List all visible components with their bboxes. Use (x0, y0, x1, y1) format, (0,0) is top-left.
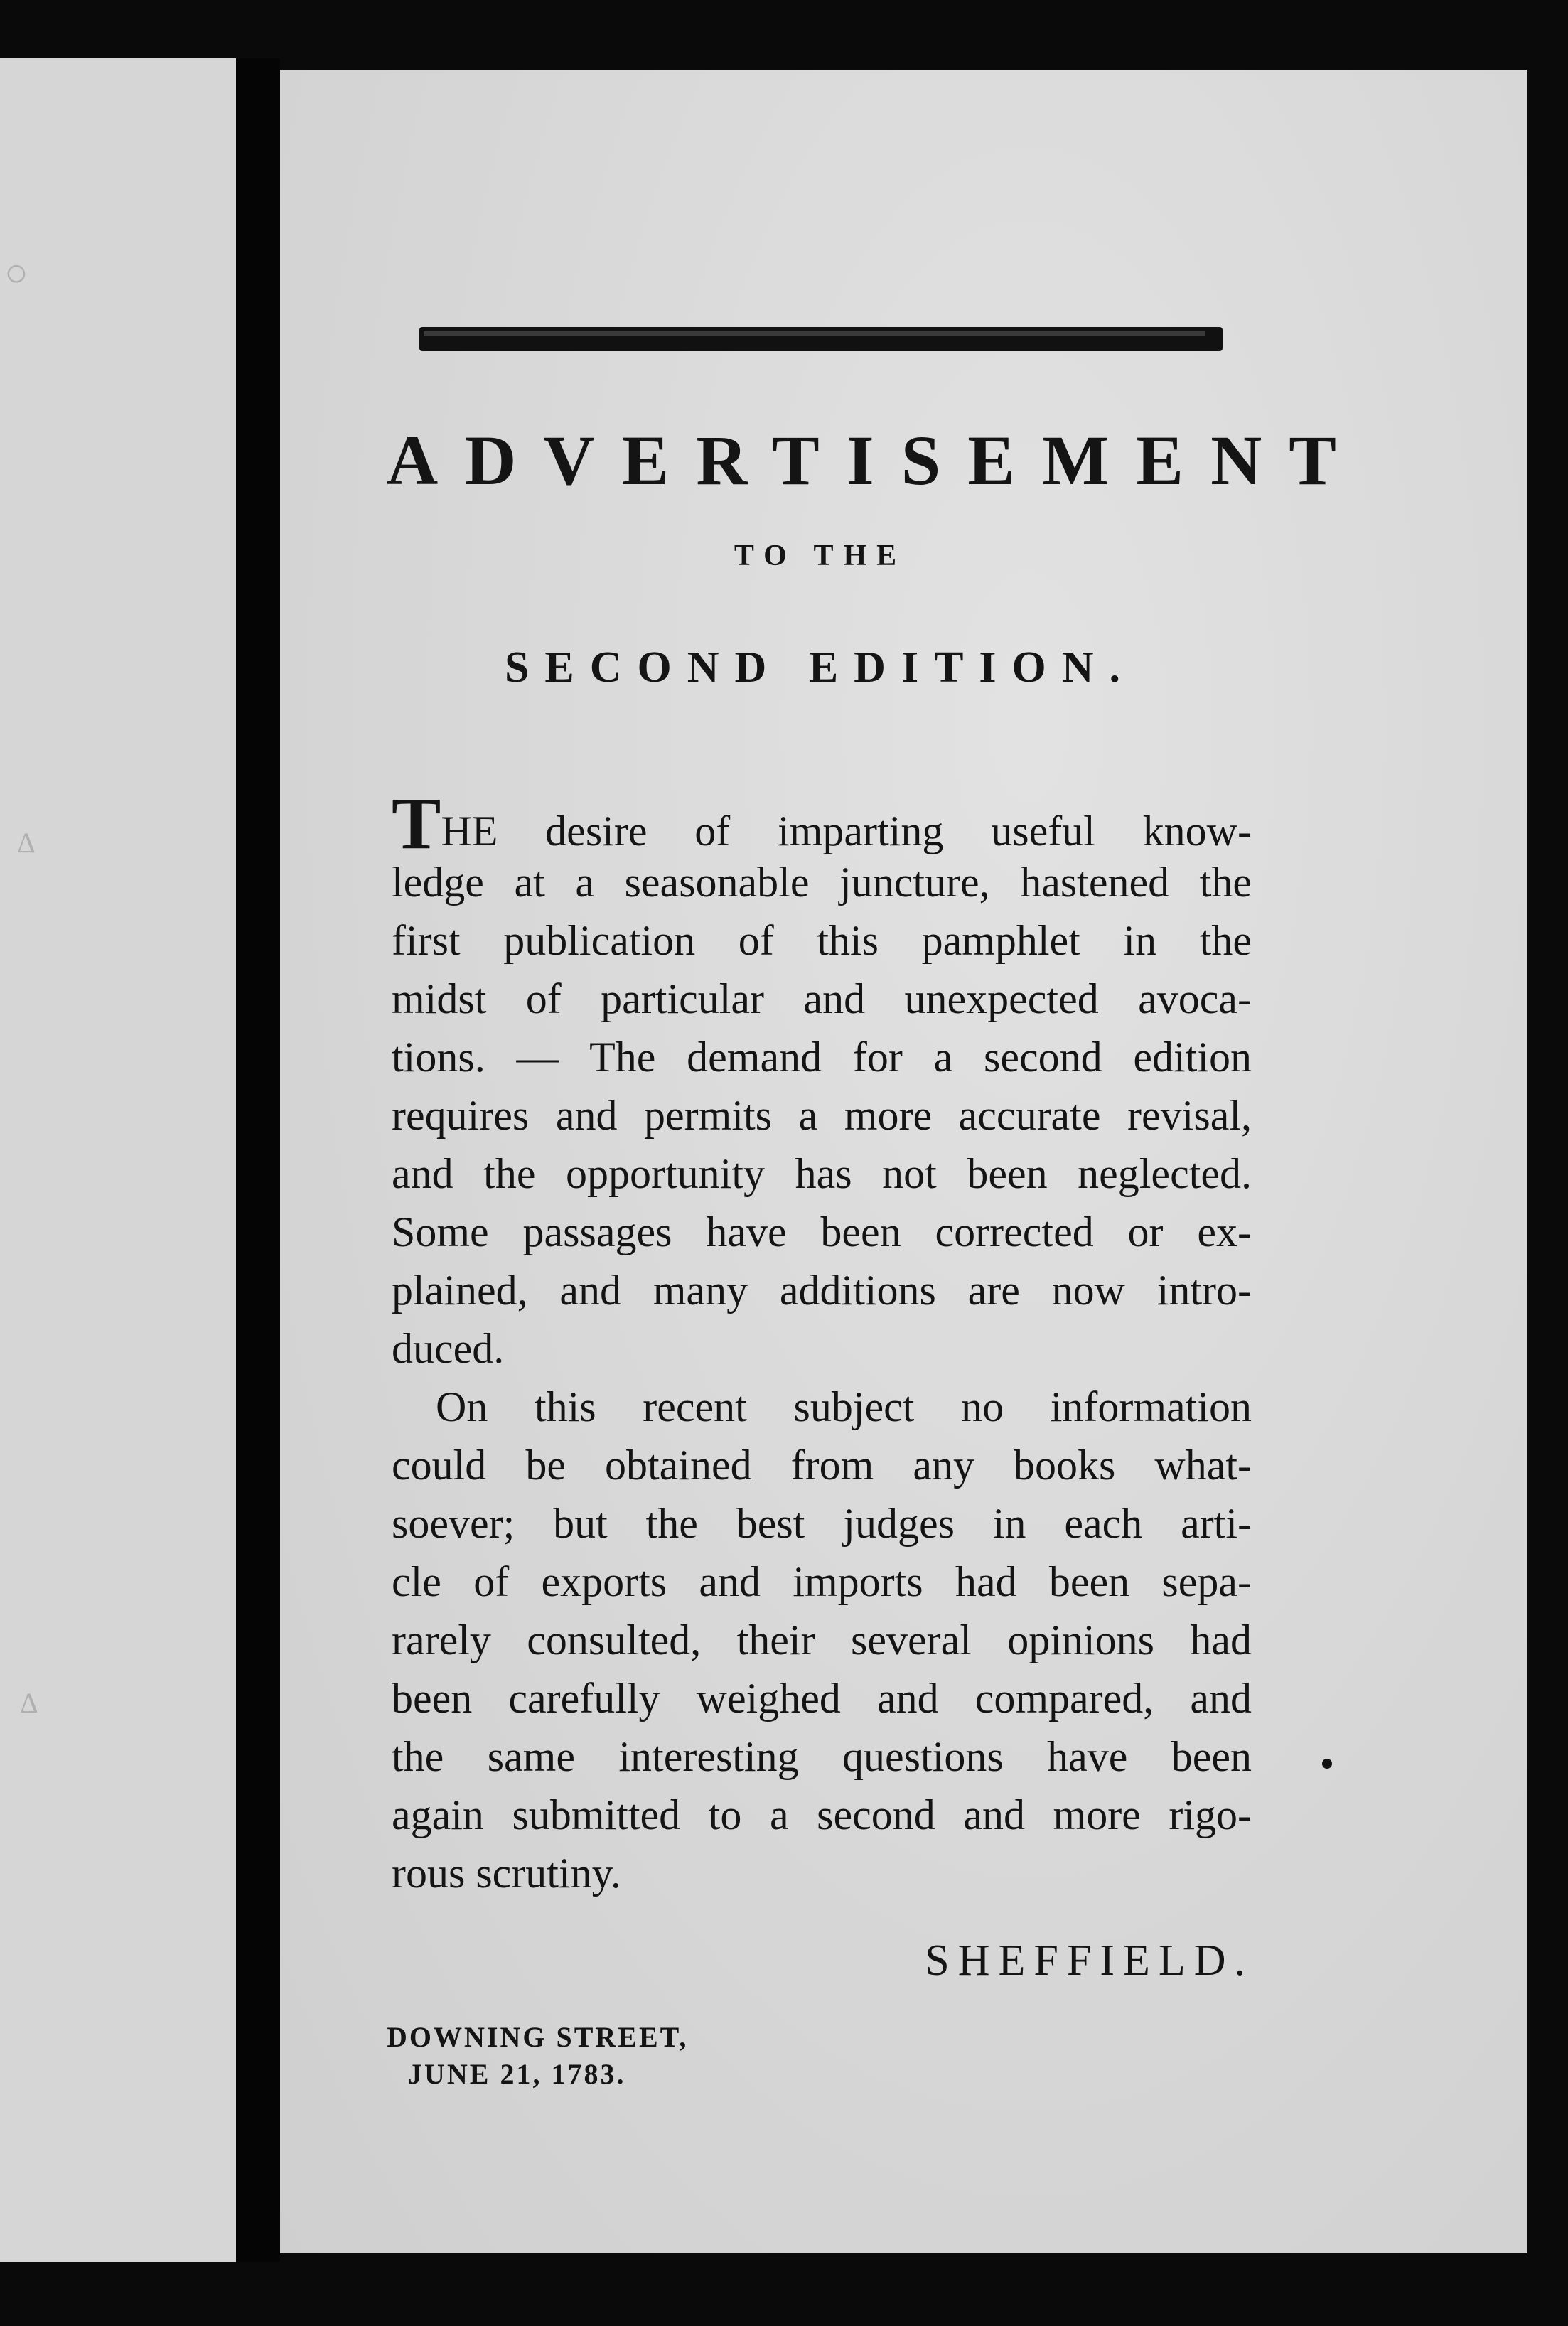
dateline-date: JUNE 21, 1783. (408, 2058, 626, 2090)
text-line: THE desire of imparting useful know- (392, 783, 1252, 864)
text-line: first publication of this pamphlet in the (392, 917, 1252, 964)
text-line: ledge at a seasonable juncture, hastened the (392, 859, 1252, 906)
paragraph-2 (392, 1378, 1252, 1902)
dateline-place: DOWNING STREET, (387, 2021, 689, 2053)
body-text (392, 783, 1252, 1902)
text-line: On this recent subject no information (436, 1383, 1252, 1430)
text-line: could be obtained from any books what- (392, 1442, 1252, 1489)
paragraph-1 (392, 783, 1252, 1378)
text-line: requires and permits a more accurate revisal, (392, 1092, 1252, 1139)
text-line: duced. (392, 1325, 505, 1372)
document-page (280, 70, 1527, 2253)
facing-page-edge (0, 58, 236, 2262)
text-line: the same interesting questions have been (392, 1733, 1252, 1780)
edition-heading: SECOND EDITION. (504, 643, 1137, 692)
text-line: tions. — The demand for a second edition (392, 1034, 1252, 1081)
bleed-through-mark: Δ (20, 1687, 38, 1719)
bleed-through-mark: Δ (17, 827, 36, 859)
drop-cap: T (392, 783, 441, 864)
text-line: been carefully weighed and compared, and (392, 1675, 1252, 1722)
ink-speck (1322, 1759, 1332, 1769)
dateline (387, 2019, 884, 2093)
signature: SHEFFIELD. (925, 1936, 1254, 1985)
page-title: ADVERTISEMENT (387, 421, 1363, 500)
text-line: again submitted to a second and more rigo- (392, 1791, 1252, 1838)
book-gutter (236, 58, 280, 2262)
text-line: Some passages have been corrected or ex- (392, 1208, 1252, 1255)
page-subtitle: TO THE (734, 540, 907, 572)
text-line: midst of particular and unexpected avoca- (392, 975, 1252, 1022)
bleed-through-mark: ○ (4, 251, 28, 295)
text-line: soever; but the best judges in each arti- (392, 1500, 1252, 1547)
text-line: and the opportunity has not been neglected. (392, 1150, 1252, 1197)
text-line: rous scrutiny. (392, 1850, 621, 1897)
decorative-rule (419, 327, 1223, 351)
text-line: cle of exports and imports had been sepa- (392, 1558, 1252, 1605)
text-line: rarely consulted, their several opinions had (392, 1617, 1252, 1663)
text-line: plained, and many additions are now intro- (392, 1267, 1252, 1314)
